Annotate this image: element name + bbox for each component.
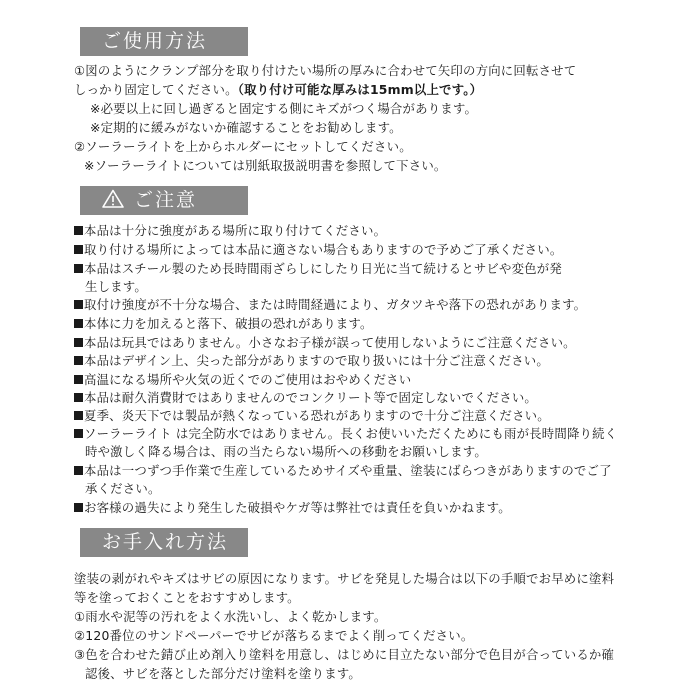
caution-line: 取付け強度が不十分な場合、または時間経過により、ガタツキや落下の恐れがあります。 bbox=[74, 297, 586, 313]
bullet-square-icon bbox=[74, 338, 83, 347]
bullet-square-icon bbox=[74, 393, 83, 402]
bullet-square-icon bbox=[74, 429, 83, 438]
usage-note-manual: ※ソーラーライトについては別紙取扱説明書を参照して下さい。 bbox=[84, 158, 447, 173]
caution-section-title: ご注意 bbox=[134, 189, 198, 211]
caution-line: 本体に力を加えると落下、破損の恐れがあります。 bbox=[74, 316, 373, 332]
bullet-square-icon bbox=[74, 503, 83, 512]
caution-line: 本品は玩具ではありません。小さなお子様が誤って使用しないようにご注意ください。 bbox=[74, 335, 576, 351]
care-section-header bbox=[80, 528, 248, 557]
usage-section-header bbox=[80, 27, 248, 56]
bullet-square-icon bbox=[74, 264, 83, 273]
bullet-square-icon bbox=[74, 356, 83, 365]
usage-step-1-cont bbox=[74, 82, 482, 98]
caution-line: 本品は耐久消費財ではありませんのでコンクリート等で固定しないでください。 bbox=[74, 390, 537, 406]
caution-line: 本品はスチール製のため長時間雨ざらしにしたり日光に当て続けるとサビや変色が発 bbox=[74, 261, 562, 277]
care-intro: 塗装の剥がれやキズはサビの原因になります。サビを発見した場合は以下の手順でお早めに塗料 bbox=[74, 571, 615, 586]
usage-section-title: ご使用方法 bbox=[102, 30, 208, 52]
usage-thickness-note: （取り付け可能な厚みは15mm以上です。） bbox=[237, 82, 483, 97]
caution-line: 本品はデザイン上、尖った部分がありますので取り扱いには十分ご注意ください。 bbox=[74, 353, 549, 369]
warning-triangle-icon bbox=[102, 189, 124, 208]
care-step-3: ③色を合わせた錆び止め剤入り塗料を用意し、はじめに目立たない部分で色目が合っているか確 bbox=[74, 647, 615, 662]
bullet-square-icon bbox=[74, 411, 83, 420]
bullet-square-icon bbox=[74, 375, 83, 384]
care-step-3-cont: 認後、サビを落とした部分だけ塗料を塗ります。 bbox=[85, 666, 362, 681]
bullet-square-icon bbox=[74, 300, 83, 309]
caution-line-cont: 生します。 bbox=[85, 279, 147, 294]
caution-line: 取り付ける場所によっては本品に適さない場合もありますので予めご了承ください。 bbox=[74, 242, 562, 258]
caution-line: 夏季、炎天下では製品が熱くなっている恐れがありますので十分ご注意ください。 bbox=[74, 408, 550, 424]
caution-line-cont: 承ください。 bbox=[85, 481, 161, 496]
care-step-2: ②120番位のサンドペーパーでサビが落ちるまでよく削ってください。 bbox=[74, 628, 474, 643]
usage-step-2: ②ソーラーライトを上からホルダーにセットしてください。 bbox=[74, 139, 412, 154]
caution-line: 高温になる場所や火気の近くでのご使用はおやめください bbox=[74, 372, 411, 388]
bullet-square-icon bbox=[74, 245, 83, 254]
usage-note-check-loose: ※定期的に緩みがないか確認することをお勧めします。 bbox=[90, 120, 402, 135]
caution-section-header bbox=[80, 186, 248, 215]
usage-step-1: ①図のようにクランプ部分を取り付けたい場所の厚みに合わせて矢印の方向に回転させて bbox=[74, 63, 577, 78]
caution-line-cont: 時や激しく降る場合は、雨の当たらない場所への移動をお願いします。 bbox=[85, 444, 487, 459]
caution-line: 本品は十分に強度がある場所に取り付けてください。 bbox=[74, 223, 386, 239]
usage-note-overtighten: ※必要以上に回し過ぎると固定する側にキズがつく場合があります。 bbox=[90, 101, 478, 116]
caution-line: 本品は一つずつ手作業で生産しているためサイズや重量、塗装にばらつきがありますのでご了 bbox=[74, 463, 612, 479]
care-intro-cont: 等を塗っておくことをおすすめします。 bbox=[74, 590, 300, 605]
care-section-title: お手入れ方法 bbox=[102, 531, 229, 553]
care-step-1: ①雨水や泥等の汚れをよく水洗いし、よく乾かします。 bbox=[74, 609, 387, 624]
caution-line: お客様の過失により発生した破損やケガ等は弊社では責任を負いかねます。 bbox=[74, 500, 511, 516]
caution-line: ソーラーライト は完全防水ではありません。長くお使いいただくためにも雨が長時間降り続く bbox=[74, 426, 617, 442]
bullet-square-icon bbox=[74, 466, 83, 475]
bullet-square-icon bbox=[74, 319, 83, 328]
bullet-square-icon bbox=[74, 226, 83, 235]
usage-step-1-cont-text: しっかり固定してください。 bbox=[74, 82, 238, 97]
